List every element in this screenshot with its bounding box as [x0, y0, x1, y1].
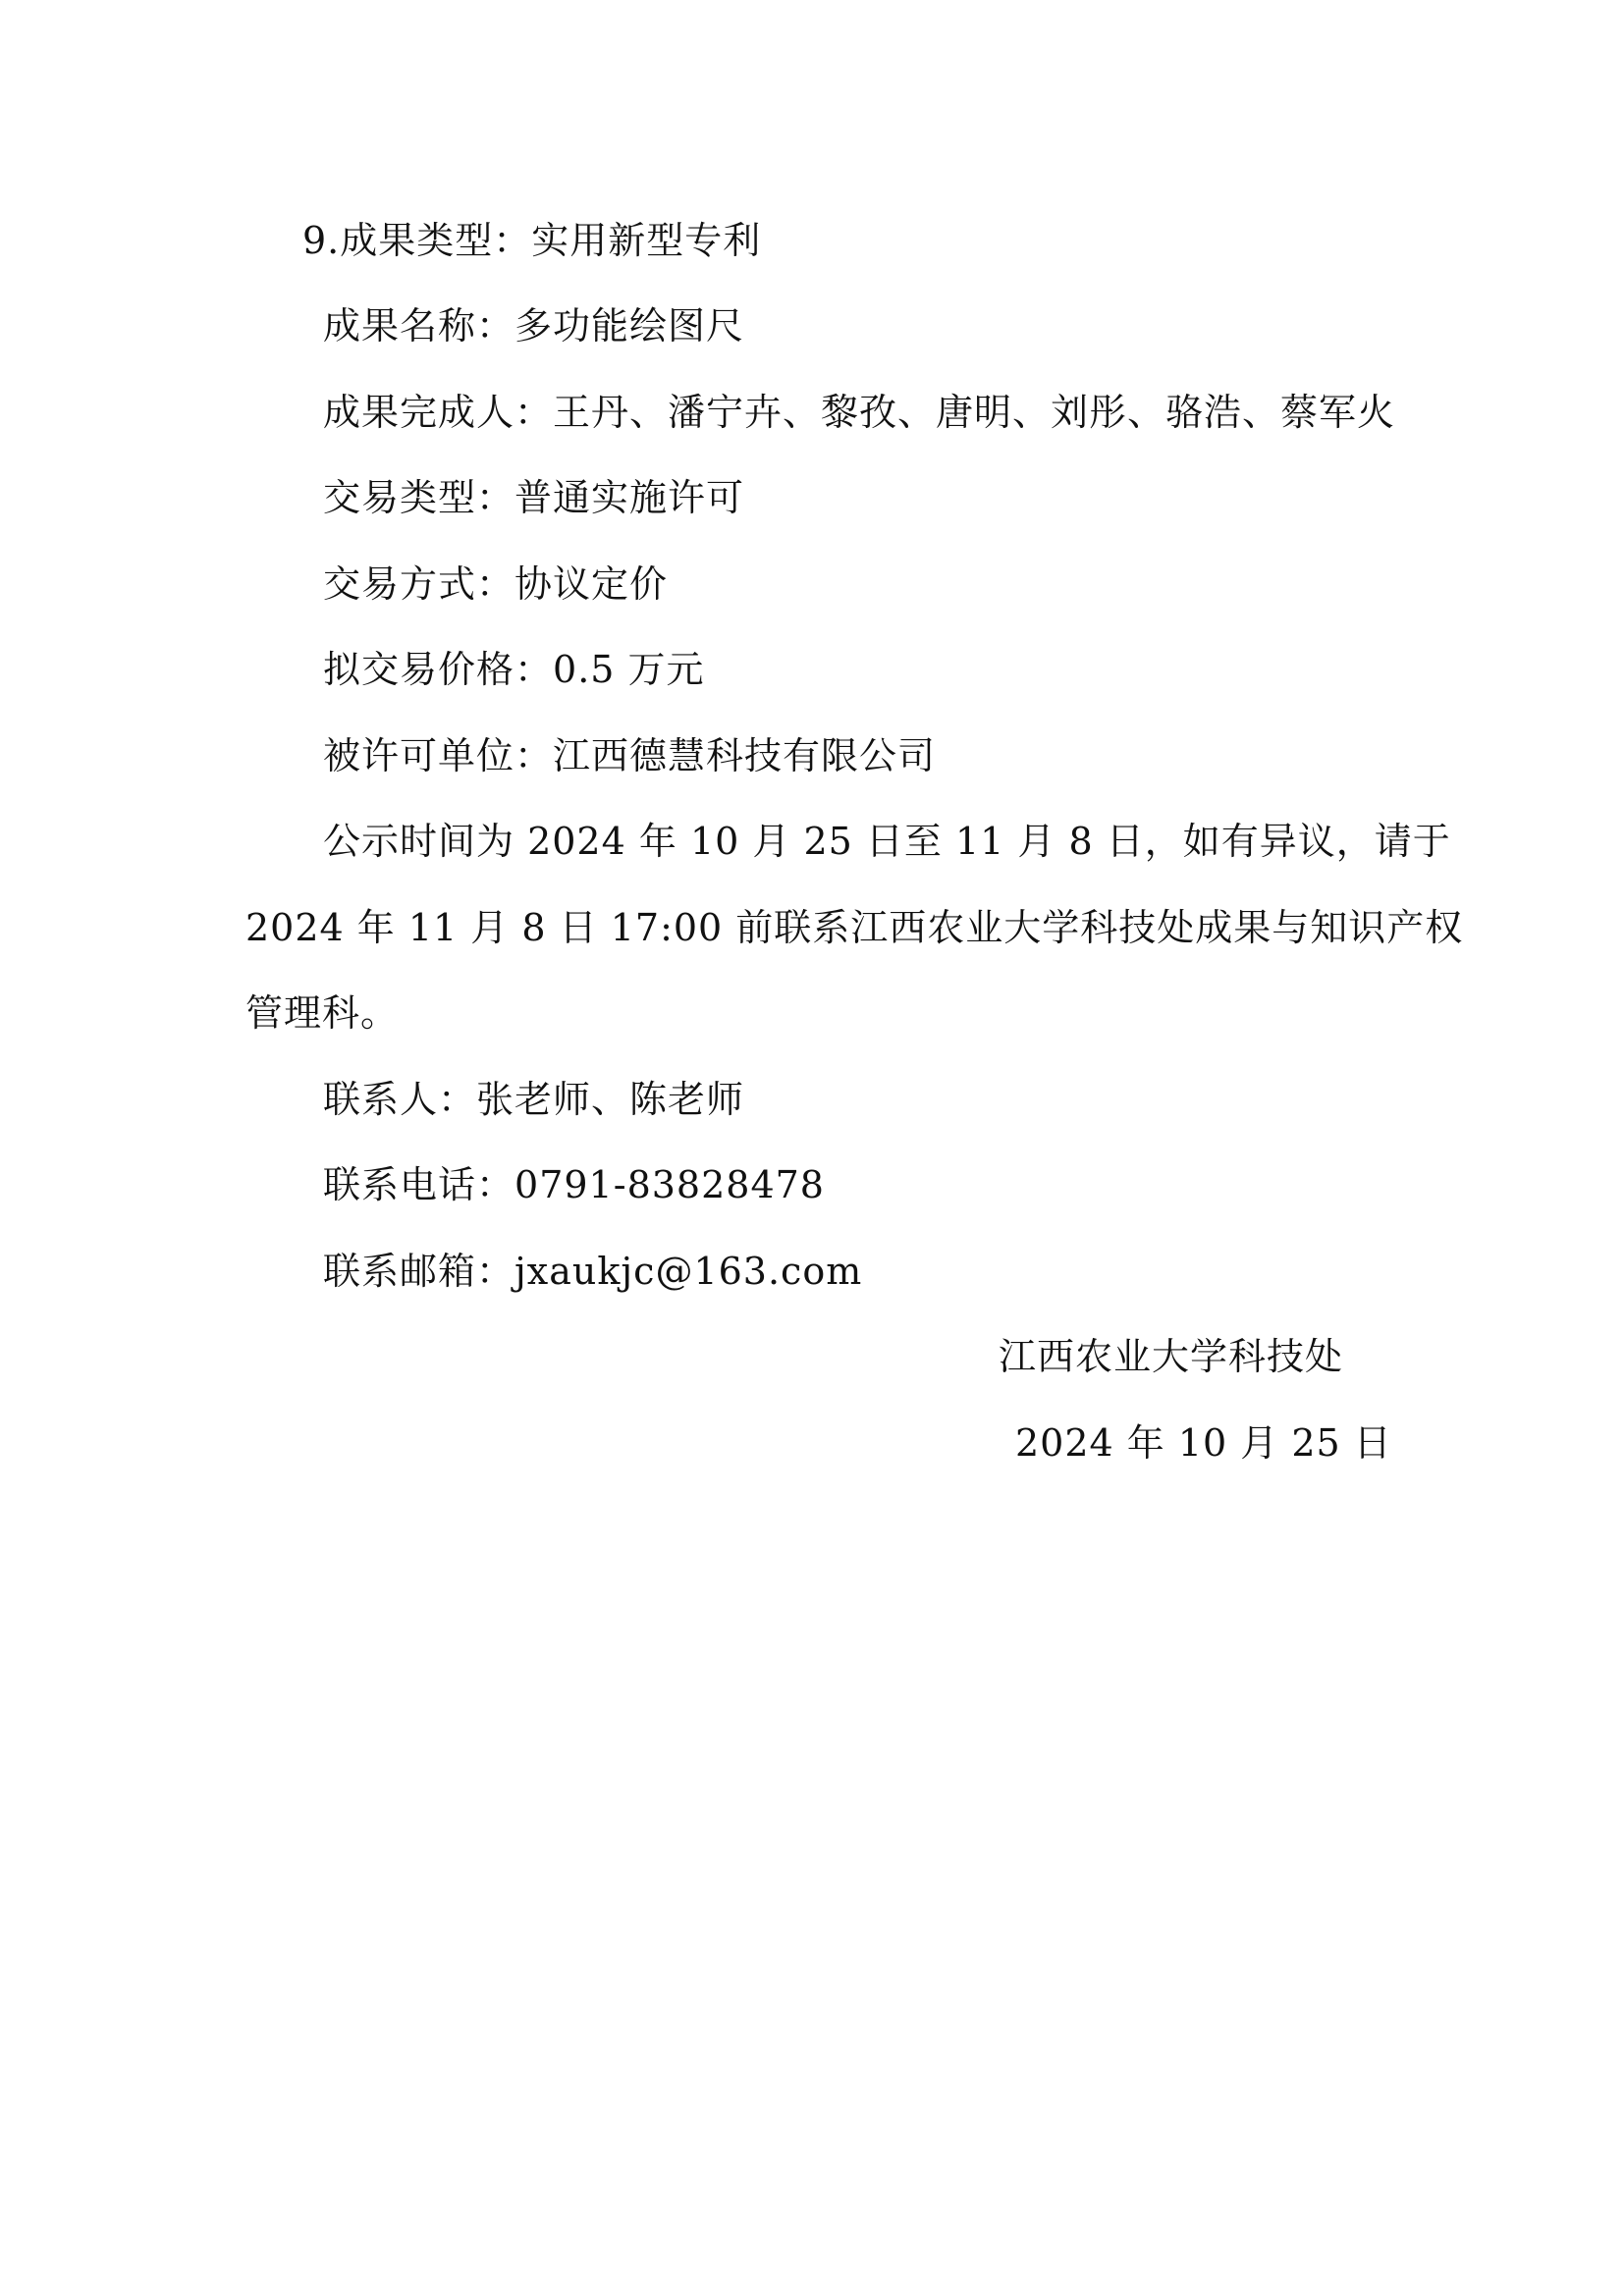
price-label: 拟交易价格：	[323, 648, 554, 691]
trade-type-line	[323, 476, 745, 519]
contact-phone-value: 0791-83828478	[514, 1163, 825, 1206]
trade-method-line	[323, 562, 669, 606]
licensee-label: 被许可单位：	[323, 734, 554, 777]
trade-method-label: 交易方式：	[323, 562, 515, 606]
contact-phone-line	[323, 1163, 825, 1206]
signature-org: 江西农业大学科技处	[999, 1335, 1344, 1378]
contact-person-value: 张老师、陈老师	[476, 1078, 745, 1121]
achievement-name-label: 成果名称：	[323, 304, 515, 347]
licensee-value: 江西德慧科技有限公司	[553, 734, 937, 777]
trade-type-label: 交易类型：	[323, 476, 515, 519]
achievement-name-line	[323, 304, 745, 347]
completers-label: 成果完成人：	[323, 391, 554, 434]
licensee-line	[323, 734, 937, 777]
contact-email-line	[323, 1250, 863, 1293]
price-value: 0.5 万元	[553, 648, 705, 691]
item9-type-value: 实用新型专利	[531, 219, 762, 262]
notice-line-3: 管理科。	[245, 991, 400, 1035]
contact-person-label: 联系人：	[323, 1078, 477, 1121]
contact-email-label: 联系邮箱：	[323, 1250, 515, 1293]
completers-value: 王丹、潘宁卉、黎孜、唐明、刘彤、骆浩、蔡军火	[553, 391, 1396, 434]
contact-email-value: jxaukjc@163.com	[514, 1250, 863, 1293]
signature-date: 2024 年 10 月 25 日	[1015, 1421, 1392, 1465]
item9-type-line	[302, 219, 762, 262]
achievement-name-value: 多功能绘图尺	[514, 304, 745, 347]
trade-method-value: 协议定价	[514, 562, 669, 606]
notice-line-1: 公示时间为 2024 年 10 月 25 日至 11 月 8 日，如有异议，请于	[323, 820, 1451, 863]
completers-line	[323, 391, 1396, 434]
notice-line-2: 2024 年 11 月 8 日 17:00 前联系江西农业大学科技处成果与知识产权	[245, 906, 1464, 949]
price-line	[323, 648, 705, 691]
contact-person-line	[323, 1078, 745, 1121]
contact-phone-label: 联系电话：	[323, 1163, 515, 1206]
item9-type-label: 9.成果类型：	[302, 219, 532, 262]
trade-type-value: 普通实施许可	[514, 476, 745, 519]
